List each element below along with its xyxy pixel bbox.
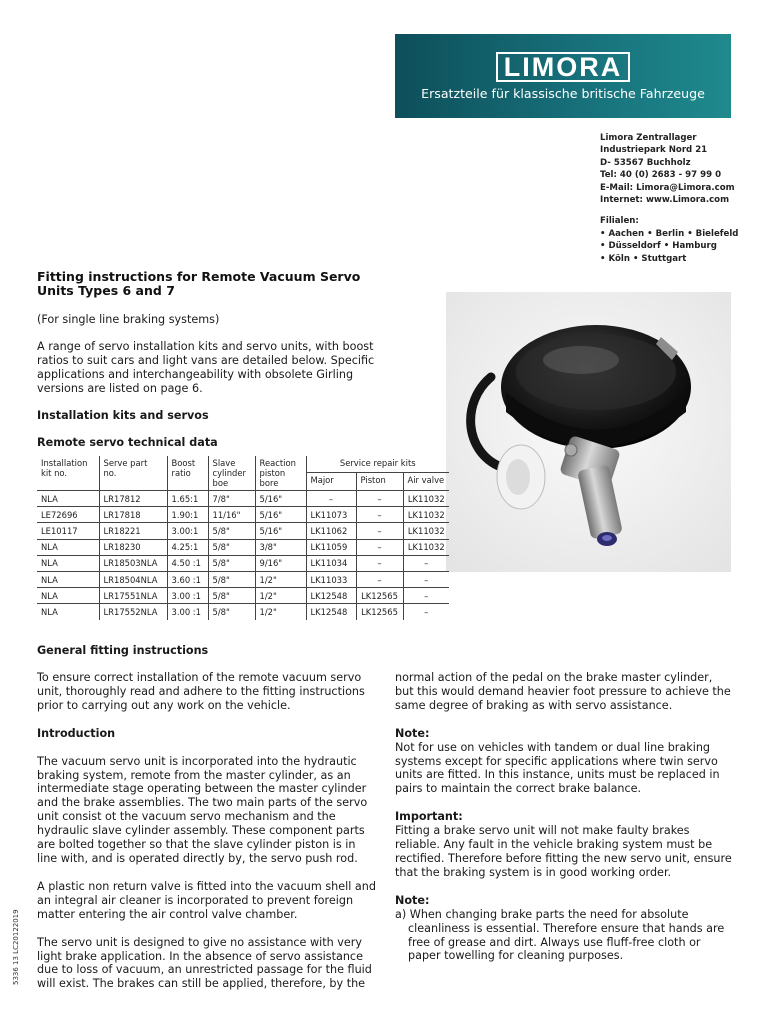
- table-cell: 1.65:1: [167, 491, 208, 507]
- table-cell: 7/8": [208, 491, 255, 507]
- table-row: [37, 555, 449, 571]
- table-cell: 5/8": [208, 555, 255, 571]
- note-text: Not for use on vehicles with tandem or dual line braking systems except for specific applications where twin servo units are fitted. In this instance, units must be replaced in pairs to maintain the correct brake balance.: [395, 740, 720, 796]
- address-line: D- 53567 Buchholz: [600, 157, 691, 168]
- table-cell: LK11032: [403, 507, 449, 523]
- paragraph: The servo unit is designed to give no assistance with very light brake application. In the absence of servo assistance due to loss of vacuum, an unrestricted passage for the fluid will exist. The brakes can still be applied, therefore, by the: [37, 935, 372, 991]
- table-cell: LR17818: [99, 507, 167, 523]
- table-row: [37, 491, 449, 507]
- table-row: [37, 604, 449, 620]
- table-cell: LK12565: [356, 604, 403, 620]
- table-cell: 5/16": [255, 523, 306, 539]
- paragraph: To ensure correct installation of the remote vacuum servo unit, thoroughly read and adhere to the fitting instructions prior to carrying out any work on the vehicle.: [37, 671, 365, 712]
- table-cell: NLA: [37, 604, 99, 620]
- table-cell: LR18221: [99, 523, 167, 539]
- table-cell: 3.00 :1: [167, 604, 208, 620]
- table-row: [37, 523, 449, 539]
- table-cell: LK11032: [403, 491, 449, 507]
- table-cell: NLA: [37, 491, 99, 507]
- table-row: [37, 571, 449, 587]
- table-cell: NLA: [37, 555, 99, 571]
- table-cell: 5/8": [208, 523, 255, 539]
- table-cell: –: [403, 588, 449, 604]
- note-label: Note:: [395, 893, 430, 907]
- important-label: Important:: [395, 810, 463, 824]
- table-cell: 1.90:1: [167, 507, 208, 523]
- table-cell: –: [356, 507, 403, 523]
- table-cell: LR17551NLA: [99, 588, 167, 604]
- address-line: E-Mail: Limora@Limora.com: [600, 182, 735, 193]
- table-cell: LK11033: [306, 571, 356, 587]
- table-row: [37, 507, 449, 523]
- table-cell: 3.60 :1: [167, 571, 208, 587]
- table-cell: LR18230: [99, 539, 167, 555]
- table-cell: –: [356, 571, 403, 587]
- table-cell: 5/16": [255, 507, 306, 523]
- column-header: Boost ratio: [167, 456, 208, 491]
- paragraph: The vacuum servo unit is incorporated into the hydrautic braking system, remote from the master cylinder, as an intermediate stage operating between the master cylinder and the brake assemblies. The two main parts of the servo unit consist ot the vacuum servo mechanism and the hydraulic slave cylinder assembly. These component parts are bolted together so that the slave cylinder piston is in line with, and is operated directly by, the servo push rod.: [37, 754, 368, 865]
- table-cell: –: [356, 491, 403, 507]
- table-cell: LK11034: [306, 555, 356, 571]
- document-subtitle: (For single line braking systems): [37, 313, 220, 326]
- table-cell: –: [403, 555, 449, 571]
- table-cell: 5/8": [208, 588, 255, 604]
- servo-technical-data-table: [37, 456, 449, 620]
- branch-line: • Aachen • Berlin • Bielefeld: [600, 228, 739, 239]
- address-line: Industriepark Nord 21: [600, 145, 708, 156]
- servo-unit-photo: [446, 292, 731, 572]
- left-text-column: [37, 671, 377, 1005]
- table-cell: LK11032: [403, 539, 449, 555]
- table-cell: LK11032: [403, 523, 449, 539]
- table-cell: LK11073: [306, 507, 356, 523]
- section-heading-technical-data: Remote servo technical data: [37, 436, 218, 449]
- intro-paragraph: A range of servo installation kits and servo units, with boost ratios to suit cars and light vans are detailed below. Specific applications and interchangeability with obsolete Girling versions are listed on page 6.: [37, 340, 375, 395]
- table-cell: LE72696: [37, 507, 99, 523]
- table-cell: 4.25:1: [167, 539, 208, 555]
- column-group-header: Service repair kits: [306, 456, 449, 473]
- table-cell: NLA: [37, 588, 99, 604]
- subheading-introduction: Introduction: [37, 726, 116, 740]
- table-cell: NLA: [37, 539, 99, 555]
- brand-tagline: Ersatzteile für klassische britische Fahrzeuge: [421, 86, 705, 101]
- table-cell: 5/8": [208, 539, 255, 555]
- paragraph: normal action of the pedal on the brake master cylinder, but this would demand heavier foot pressure to achieve the same degree of braking as with servo assistance.: [395, 671, 731, 712]
- table-cell: –: [356, 523, 403, 539]
- table-cell: 1/2": [255, 571, 306, 587]
- table-cell: –: [356, 539, 403, 555]
- table-cell: 9/16": [255, 555, 306, 571]
- limora-logo: LIMORA: [395, 52, 731, 83]
- table-cell: –: [356, 555, 403, 571]
- table-cell: 4.50 :1: [167, 555, 208, 571]
- right-text-column: [395, 671, 733, 977]
- branches-title: Filialen:: [600, 216, 639, 227]
- table-cell: 5/16": [255, 491, 306, 507]
- branch-line: • Düsseldorf • Hamburg: [600, 241, 717, 252]
- table-cell: LK11059: [306, 539, 356, 555]
- table-cell: LR17552NLA: [99, 604, 167, 620]
- column-header: Installation kit no.: [37, 456, 99, 491]
- table-cell: LK12548: [306, 588, 356, 604]
- document-title: Fitting instructions for Remote Vacuum Servo Units Types 6 and 7: [37, 269, 361, 298]
- servo-unit-illustration: [446, 292, 731, 572]
- document-code: 5336 13 LC20122019: [12, 909, 20, 985]
- table-cell: 3/8": [255, 539, 306, 555]
- address-line: Tel: 40 (0) 2683 - 97 99 0: [600, 170, 722, 181]
- table-cell: 3.00 :1: [167, 588, 208, 604]
- table-cell: LE10117: [37, 523, 99, 539]
- table-row: [37, 588, 449, 604]
- table-cell: 1/2": [255, 604, 306, 620]
- column-header: Serve part no.: [99, 456, 167, 491]
- column-header: Major: [306, 473, 356, 491]
- table-cell: 5/8": [208, 571, 255, 587]
- table-cell: LR17812: [99, 491, 167, 507]
- table-cell: LK11062: [306, 523, 356, 539]
- note-label: Note:: [395, 726, 430, 740]
- address-line: Limora Zentrallager: [600, 133, 697, 143]
- table-cell: LK12565: [356, 588, 403, 604]
- table-cell: –: [403, 604, 449, 620]
- table-cell: NLA: [37, 571, 99, 587]
- table-cell: 3.00:1: [167, 523, 208, 539]
- table-cell: 5/8": [208, 604, 255, 620]
- address-block: [600, 132, 738, 265]
- table-cell: LR18504NLA: [99, 571, 167, 587]
- table-cell: 11/16": [208, 507, 255, 523]
- table-cell: –: [306, 491, 356, 507]
- section-heading-kits: Installation kits and servos: [37, 409, 209, 422]
- table-cell: LR18503NLA: [99, 555, 167, 571]
- table-cell: LK12548: [306, 604, 356, 620]
- column-header: Air valve: [407, 475, 445, 485]
- table-cell: –: [403, 571, 449, 587]
- column-header: Piston: [356, 473, 403, 491]
- column-header: Slave cylinder boe: [208, 456, 255, 491]
- address-line: Internet: www.Limora.com: [600, 195, 730, 206]
- table-cell: 1/2": [255, 588, 306, 604]
- brand-banner: [395, 34, 731, 118]
- note-item: a) When changing brake parts the need for absolute cleanliness is essential. Therefore ensure that hands are free of grease and dirt. Always use fluff-free cloth or paper towelling for cleaning purposes.: [395, 907, 725, 963]
- important-text: Fitting a brake servo unit will not make faulty brakes reliable. Any fault in the vehicle braking system must be rectified. Therefore before fitting the new servo unit, ensure that the braking system is in good working order.: [395, 824, 732, 879]
- section-heading-general: General fitting instructions: [37, 644, 209, 657]
- table-row: [37, 539, 449, 555]
- branch-line: • Köln • Stuttgart: [600, 253, 687, 264]
- paragraph: A plastic non return valve is fitted into the vacuum shell and an integral air cleaner is incorporated to prevent foreign matter entering the air control valve chamber.: [37, 879, 376, 921]
- column-header: Reaction piston bore: [255, 456, 306, 491]
